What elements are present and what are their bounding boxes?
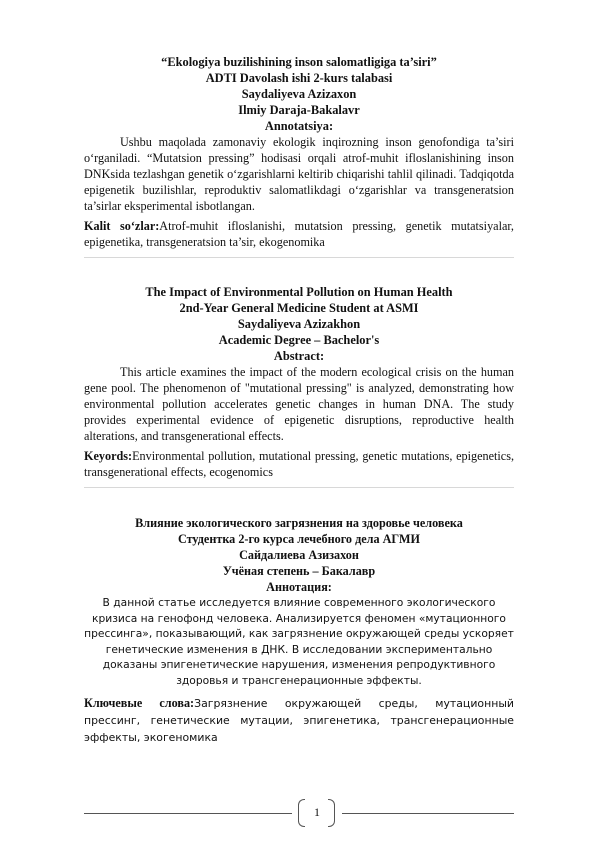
ru-keywords-label: Ключевые слова:: [84, 695, 195, 710]
en-abstract-label: Abstract:: [273, 349, 325, 363]
uz-keywords-label: Kalit so‘zlar:: [84, 219, 160, 233]
en-header: [84, 284, 514, 364]
ru-keywords: [84, 695, 514, 746]
page-footer: [84, 797, 514, 829]
page-number: 1: [314, 805, 320, 819]
ru-title: Влияние экологического загрязнения на здоровье человека: [135, 516, 463, 530]
uz-abstract-text: Ushbu maqolada zamonaviy ekologik inqirozning inson genofondiga ta’siri o‘rganiladi. “Mutatsion pressing” hodisasi orqali atrof-muhit ifloslanishining inson DNKsida tezlashgan genetik o‘zgarishlarni keltirib chiqarishi tahlil qilinadi. Tadqiqotda epigenetik buzilishlar, reproduktiv salomatlikdagi o‘zgarishlar va transgeneratsion ta’sirlar eksperimental isbotlangan.: [84, 135, 514, 213]
ru-header: [84, 515, 514, 595]
uz-degree: Ilmiy Daraja-Bakalavr: [238, 103, 360, 117]
uz-keywords-text: Atrof-muhit ifloslanishi, mutatsion pressing, genetik mutatsiyalar, epigenetika, transgeneratsion ta’sir, ekogenomika: [84, 219, 514, 249]
ru-abstract-label: Аннотация:: [266, 580, 332, 594]
section-divider: [84, 487, 514, 488]
en-keywords: [84, 448, 514, 480]
en-author: Saydaliyeva Azizakhon: [237, 317, 361, 331]
en-abstract-text: This article examines the impact of the modern ecological crisis on the human gene pool. The phenomenon of "mutational pressing" is analyzed, demonstrating how environmental pollution accelerates genetic changes in human DNA. The study provides experimental evidence of epigenetic disruptions, reproductive health alterations, and transgenerational effects.: [84, 365, 514, 443]
uz-header: [84, 54, 514, 134]
ru-keywords-text: Загрязнение окружающей среды, мутационный прессинг, генетические мутации, эпигенетика, трансгенерационные эффекты, экогеномика: [84, 696, 514, 744]
uz-author: Saydaliyeva Azizaxon: [241, 87, 357, 101]
ru-author-line: Студентка 2-го курса лечебного дела АГМИ: [177, 532, 421, 546]
uz-author-line: ADTI Davolash ishi 2-kurs talabasi: [205, 71, 393, 85]
document-page: [84, 54, 514, 746]
right-bracket-icon: [328, 799, 335, 827]
section-divider: [84, 257, 514, 258]
en-keywords-label: Keyords:: [84, 449, 133, 463]
ru-author: Сайдалиева Азизахон: [239, 548, 359, 562]
uz-title: “Ekologiya buzilishining inson salomatligiga ta’siri”: [161, 55, 437, 69]
en-title: The Impact of Environmental Pollution on Human Health: [145, 285, 453, 299]
en-degree: Academic Degree – Bachelor's: [218, 333, 380, 347]
uz-abstract-label: Annotatsiya:: [264, 119, 334, 133]
footer-rule-left: [84, 813, 292, 814]
footer-rule-right: [342, 813, 514, 814]
en-keywords-text: Environmental pollution, mutational pressing, genetic mutations, epigenetics, transgenerational effects, ecogenomics: [84, 449, 514, 479]
ru-degree: Учёная степень – Бакалавр: [222, 564, 376, 578]
left-bracket-icon: [298, 799, 305, 827]
ru-abstract-text: В данной статье исследуется влияние современного экологического кризиса на генофонд человека. Анализируется феномен «мутационного прессинга», показывающий, как загрязнение окружающей среды ускоряет генетические изменения в ДНК. В исследовании экспериментально доказаны эпигенетические нарушения, изменения репродуктивного здоровья и трансгенерационные эффекты.: [84, 596, 514, 687]
uz-keywords: [84, 218, 514, 250]
en-author-line: 2nd-Year General Medicine Student at ASMI: [179, 301, 419, 315]
